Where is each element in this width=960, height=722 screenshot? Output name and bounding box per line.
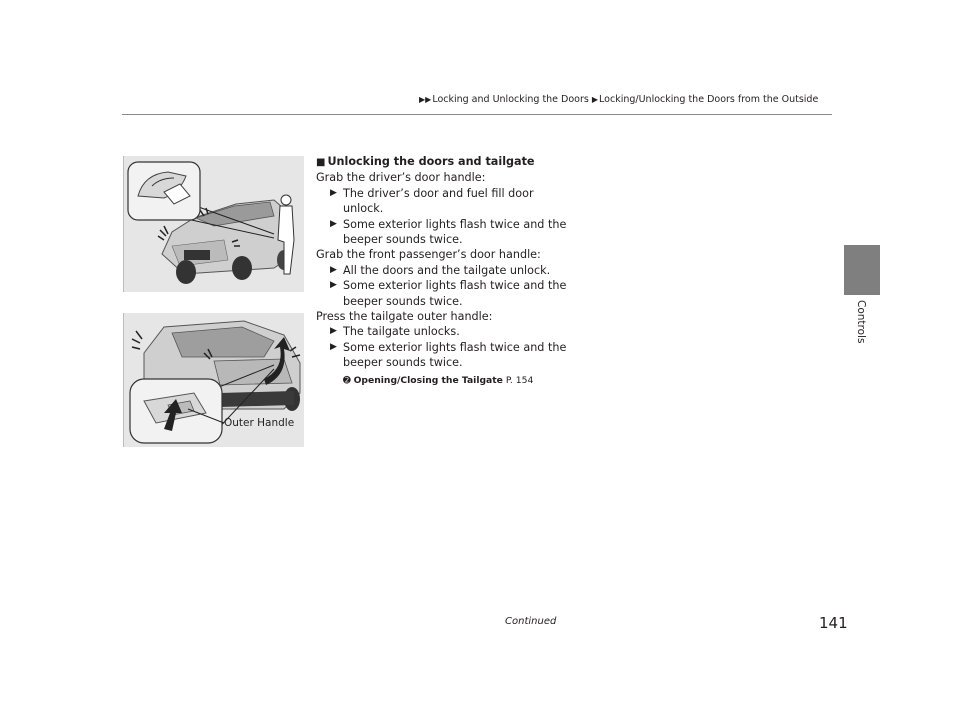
section-unlocking	[316, 154, 576, 388]
square-bullet-icon: ■	[316, 157, 326, 168]
step-text: All the doors and the tailgate unlock.	[343, 263, 551, 277]
reference-page: P. 154	[505, 374, 534, 386]
breadcrumb-arrow-icon: ▶▶	[419, 95, 432, 104]
breadcrumb-item-2[interactable]: Locking/Unlocking the Doors from the Outside	[599, 94, 819, 105]
side-tab-text: Controls	[855, 300, 867, 344]
result-step	[316, 324, 576, 339]
triangle-bullet-icon: ▶	[330, 264, 337, 275]
triangle-bullet-icon: ▶	[330, 341, 337, 352]
result-step	[316, 278, 576, 293]
breadcrumb-arrow-icon: ▶	[591, 95, 599, 104]
result-step	[316, 263, 576, 278]
step-text: Some exterior lights flash twice and the	[343, 217, 567, 231]
figure-driver-door	[123, 156, 304, 292]
section-heading-text: Unlocking the doors and tailgate	[327, 155, 535, 168]
continued-note: Continued	[505, 616, 557, 627]
breadcrumb-item-1[interactable]: Locking and Unlocking the Doors	[432, 94, 589, 105]
side-tab-marker[interactable]	[844, 245, 880, 295]
instruction-line: Press the tailgate outer handle:	[316, 310, 493, 324]
triangle-bullet-icon: ▶	[330, 280, 337, 291]
cross-reference-link[interactable]	[316, 373, 576, 388]
result-step	[316, 217, 576, 232]
result-step-cont: beeper sounds twice.	[343, 356, 463, 370]
step-text: Some exterior lights flash twice and the	[343, 340, 567, 354]
reference-icon: ➋	[343, 374, 351, 386]
reference-title: Opening/Closing the Tailgate	[353, 374, 503, 386]
triangle-bullet-icon: ▶	[330, 326, 337, 337]
outer-handle-label: Outer Handle	[224, 417, 295, 429]
instruction-line: Grab the driver’s door handle:	[316, 171, 486, 185]
side-tab-label[interactable]	[855, 300, 869, 370]
result-step-cont: beeper sounds twice.	[343, 233, 463, 247]
instruction-line: Grab the front passenger’s door handle:	[316, 248, 541, 262]
triangle-bullet-icon: ▶	[330, 218, 337, 229]
result-step	[316, 340, 576, 355]
header-divider	[122, 114, 832, 115]
result-step-cont: unlock.	[343, 202, 384, 216]
breadcrumb	[419, 94, 833, 105]
step-text: Some exterior lights flash twice and the	[343, 279, 567, 293]
step-text: The driver’s door and fuel fill door	[343, 186, 534, 200]
result-step-cont: beeper sounds twice.	[343, 294, 463, 308]
step-text: The tailgate unlocks.	[343, 325, 460, 339]
page-number: 141	[819, 614, 848, 632]
section-heading	[316, 154, 576, 170]
result-step	[316, 186, 576, 201]
triangle-bullet-icon: ▶	[330, 187, 337, 198]
